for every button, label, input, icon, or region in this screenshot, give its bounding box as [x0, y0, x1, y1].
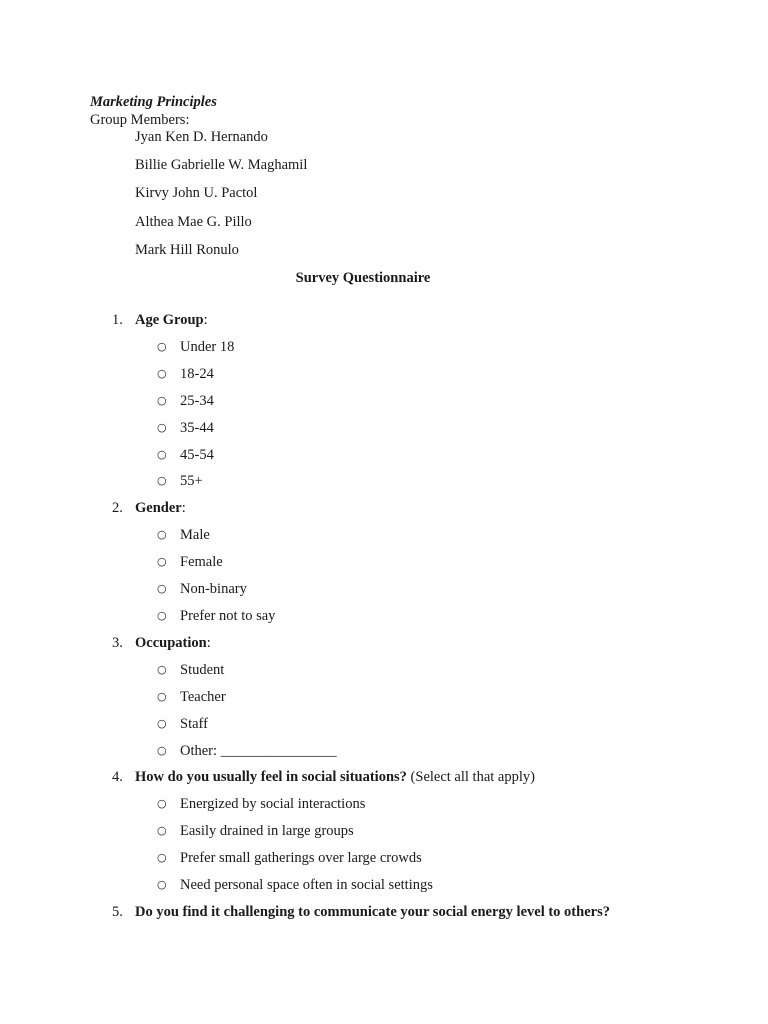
question-number: 3. — [112, 634, 123, 651]
question-text — [135, 499, 186, 517]
hollow-circle-bullet-icon: ○ — [157, 797, 167, 811]
group-member: Billie Gabrielle W. Maghamil — [135, 157, 308, 174]
answer-option-label: Male — [180, 527, 210, 544]
answer-option-label: Prefer not to say — [180, 608, 276, 625]
question-text — [135, 634, 211, 652]
answer-option-label: Under 18 — [180, 339, 235, 355]
question-label: Occupation — [135, 634, 207, 651]
question-item — [0, 311, 768, 338]
hollow-circle-bullet-icon: ○ — [157, 609, 167, 623]
question-text — [135, 311, 208, 329]
answer-option — [0, 338, 768, 365]
hollow-circle-bullet-icon: ○ — [157, 528, 167, 542]
group-member: Jyan Ken D. Hernando — [135, 129, 268, 145]
hollow-circle-bullet-icon: ○ — [157, 716, 167, 730]
question-label: How do you usually feel in social situations? — [135, 769, 407, 786]
answer-option — [0, 553, 768, 580]
group-members-list — [135, 128, 307, 269]
question-label: Do you find it challenging to communicate your social energy level to others? — [135, 904, 610, 921]
answer-option — [0, 580, 768, 607]
hollow-circle-bullet-icon: ○ — [157, 878, 167, 892]
answer-option — [0, 849, 768, 876]
question-text — [135, 903, 610, 921]
answer-option — [0, 795, 768, 822]
answer-option — [0, 419, 768, 446]
answer-option — [0, 526, 768, 553]
question-item — [0, 903, 768, 930]
answer-option-label: Easily drained in large groups — [180, 823, 354, 840]
answer-option-label: Prefer small gatherings over large crowds — [180, 850, 422, 867]
answer-option-label: Staff — [180, 715, 208, 732]
question-suffix: : — [203, 312, 208, 328]
answer-option-label: Teacher — [180, 688, 226, 705]
question-list — [0, 311, 768, 930]
hollow-circle-bullet-icon: ○ — [157, 824, 167, 838]
group-members-label: Group Members: — [90, 112, 190, 128]
group-member: Althea Mae G. Pillo — [135, 213, 252, 230]
hollow-circle-bullet-icon: ○ — [157, 851, 167, 865]
hollow-circle-bullet-icon: ○ — [157, 393, 167, 407]
answer-option-label: Need personal space often in social settings — [180, 877, 433, 894]
question-suffix: (Select all that apply) — [406, 769, 535, 786]
survey-title: Survey Questionnaire — [295, 270, 431, 286]
answer-option — [0, 876, 768, 903]
answer-option-label: 25-34 — [180, 392, 214, 409]
question-item — [0, 634, 768, 661]
answer-option — [0, 607, 768, 634]
answer-option — [0, 472, 768, 499]
question-suffix: : — [206, 634, 211, 651]
question-number: 5. — [112, 904, 123, 921]
answer-option-label: 18-24 — [180, 365, 214, 382]
group-member: Kirvy John U. Pactol — [135, 185, 258, 202]
question-number: 1. — [112, 312, 123, 328]
hollow-circle-bullet-icon: ○ — [157, 662, 167, 676]
answer-option — [0, 715, 768, 742]
answer-option — [0, 688, 768, 715]
answer-option-label: Non-binary — [180, 581, 247, 598]
answer-option — [0, 446, 768, 473]
hollow-circle-bullet-icon: ○ — [157, 743, 167, 757]
answer-option — [0, 822, 768, 849]
course-title: Marketing Principles — [90, 94, 217, 110]
answer-option — [0, 742, 768, 769]
question-number: 2. — [112, 500, 123, 517]
hollow-circle-bullet-icon: ○ — [157, 340, 167, 353]
answer-option-label: Female — [180, 554, 223, 571]
answer-option-label: Energized by social interactions — [180, 796, 366, 813]
answer-option-label: 45-54 — [180, 446, 214, 463]
hollow-circle-bullet-icon: ○ — [157, 474, 167, 488]
question-item — [0, 768, 768, 795]
question-suffix: : — [181, 500, 186, 517]
answer-option — [0, 365, 768, 392]
hollow-circle-bullet-icon: ○ — [157, 689, 167, 703]
answer-option-label: 35-44 — [180, 419, 214, 436]
answer-option-label: Other: ________________ — [180, 742, 337, 759]
question-text — [135, 768, 535, 786]
hollow-circle-bullet-icon: ○ — [157, 420, 167, 434]
question-number: 4. — [112, 769, 123, 786]
question-item — [0, 499, 768, 526]
hollow-circle-bullet-icon: ○ — [157, 366, 167, 380]
answer-option-label: 55+ — [180, 473, 203, 490]
hollow-circle-bullet-icon: ○ — [157, 447, 167, 461]
hollow-circle-bullet-icon: ○ — [157, 582, 167, 596]
answer-option — [0, 392, 768, 419]
question-label: Gender — [135, 500, 182, 517]
hollow-circle-bullet-icon: ○ — [157, 555, 167, 569]
group-member: Mark Hill Ronulo — [135, 241, 239, 258]
answer-option-label: Student — [180, 661, 225, 678]
question-label: Age Group — [135, 312, 204, 328]
answer-option — [0, 661, 768, 688]
